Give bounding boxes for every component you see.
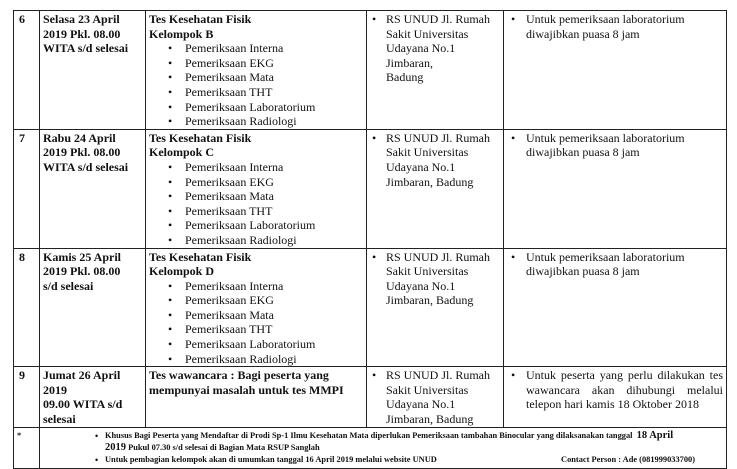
- activity-cell: [146, 11, 367, 130]
- row-number: 6: [14, 11, 40, 130]
- list-item: • Pemeriksaan Mata: [149, 308, 363, 323]
- location-cell: • RS UNUD Jl. Rumah Sakit Universitas Udayana No.1 Jimbaran, Badung: [367, 11, 504, 130]
- table-row: [14, 367, 727, 427]
- activity-cell: [146, 248, 367, 367]
- activity-cell: [146, 367, 367, 427]
- footer-marker: *: [14, 427, 40, 468]
- row-number: 9: [14, 367, 40, 427]
- table-row: [14, 11, 727, 130]
- group-label: Kelompok D: [149, 264, 215, 279]
- group-label: Kelompok C: [149, 145, 215, 160]
- list-item: • Pemeriksaan Laboratorium: [149, 218, 363, 233]
- exam-list: [149, 279, 363, 367]
- activity-title: Tes wawancara : Bagi peserta yang: [149, 368, 329, 383]
- list-item: • Pemeriksaan Radiologi: [149, 114, 363, 129]
- footer-note: • Untuk pembagian kelompok akan di umumkan tanggal 16 April 2019 melalui website UNUD Contact Person : Ade (081999033700): [43, 454, 723, 466]
- list-item: • Pemeriksaan Laboratorium: [149, 337, 363, 352]
- list-item: • Pemeriksaan THT: [149, 322, 363, 337]
- activity-title: Tes Kesehatan Fisik: [149, 12, 252, 26]
- list-item: • Pemeriksaan Mata: [149, 70, 363, 85]
- schedule-table: [13, 10, 727, 469]
- footer-row: [14, 427, 727, 468]
- note-cell: • Untuk pemeriksaan laboratorium diwajibkan puasa 8 jam: [504, 248, 727, 367]
- location-cell: • RS UNUD Jl. Rumah Sakit Universitas Udayana No.1 Jimbaran, Badung: [367, 367, 504, 427]
- footer-note: • Khusus Bagi Peserta yang Mendaftar di Prodi Sp-1 Ilmu Kesehatan Mata diperlukan Pemeriksaan tambahan Binocular yang dilaksanakan tanggal 18 April: [43, 430, 723, 442]
- exam-list: [149, 160, 363, 248]
- activity-title: Tes Kesehatan Fisik: [149, 249, 252, 264]
- exam-list: [149, 41, 363, 129]
- list-item: • Pemeriksaan EKG: [149, 56, 363, 71]
- contact-person: Contact Person : Ade (081999033700): [561, 454, 695, 464]
- list-item: • Pemeriksaan Interna: [149, 160, 363, 175]
- list-item: • Pemeriksaan EKG: [149, 175, 363, 190]
- list-item: • Pemeriksaan Interna: [149, 279, 363, 294]
- schedule-date: Jumat 26 April 2019 09.00 WITA s/d selesai: [40, 367, 146, 427]
- table-row: [14, 248, 727, 367]
- row-number: 7: [14, 129, 40, 248]
- footer-notes: • Khusus Bagi Peserta yang Mendaftar di Prodi Sp-1 Ilmu Kesehatan Mata diperlukan Pemeriksaan tambahan Binocular yang dilaksanakan tanggal 18 April 2019 Pukul 07.30 s/d selesai di Bagian Mata RSUP Sanglah • Untuk pembagian kelompok akan di umumkan tanggal 16 April 2019 melalui website UNUD Contact Person : Ade (081999033700): [40, 427, 727, 468]
- row-number: 8: [14, 248, 40, 367]
- list-item: • Pemeriksaan THT: [149, 85, 363, 100]
- list-item: • Pemeriksaan Interna: [149, 41, 363, 56]
- location-cell: • RS UNUD Jl. Rumah Sakit Universitas Udayana No.1 Jimbaran, Badung: [367, 129, 504, 248]
- table-row: [14, 129, 727, 248]
- note-cell: • Untuk peserta yang perlu dilakukan tes wawancara akan dihubungi melalui telepon hari kamis 18 Oktober 2018: [504, 367, 727, 427]
- list-item: • Pemeriksaan THT: [149, 204, 363, 219]
- note-cell: • Untuk pemeriksaan laboratorium diwajibkan puasa 8 jam: [504, 11, 727, 130]
- activity-title: Tes Kesehatan Fisik: [149, 130, 252, 145]
- note-cell: • Untuk pemeriksaan laboratorium diwajibkan puasa 8 jam: [504, 129, 727, 248]
- schedule-date: Selasa 23 April 2019 Pkl. 08.00 WITA s/d selesai: [40, 11, 146, 130]
- list-item: • Pemeriksaan Laboratorium: [149, 100, 363, 115]
- list-item: • Pemeriksaan Radiologi: [149, 233, 363, 248]
- schedule-date: Rabu 24 April 2019 Pkl. 08.00 WITA s/d selesai: [40, 129, 146, 248]
- schedule-date: Kamis 25 April 2019 Pkl. 08.00 s/d selesai: [40, 248, 146, 367]
- activity-title-cont: mempunyai masalah untuk tes MMPI: [149, 382, 344, 397]
- activity-cell: [146, 129, 367, 248]
- list-item: • Pemeriksaan Mata: [149, 189, 363, 204]
- location-cell: • RS UNUD Jl. Rumah Sakit Universitas Udayana No.1 Jimbaran, Badung: [367, 248, 504, 367]
- list-item: • Pemeriksaan Radiologi: [149, 352, 363, 367]
- list-item: • Pemeriksaan EKG: [149, 293, 363, 308]
- group-label: Kelompok B: [149, 26, 214, 41]
